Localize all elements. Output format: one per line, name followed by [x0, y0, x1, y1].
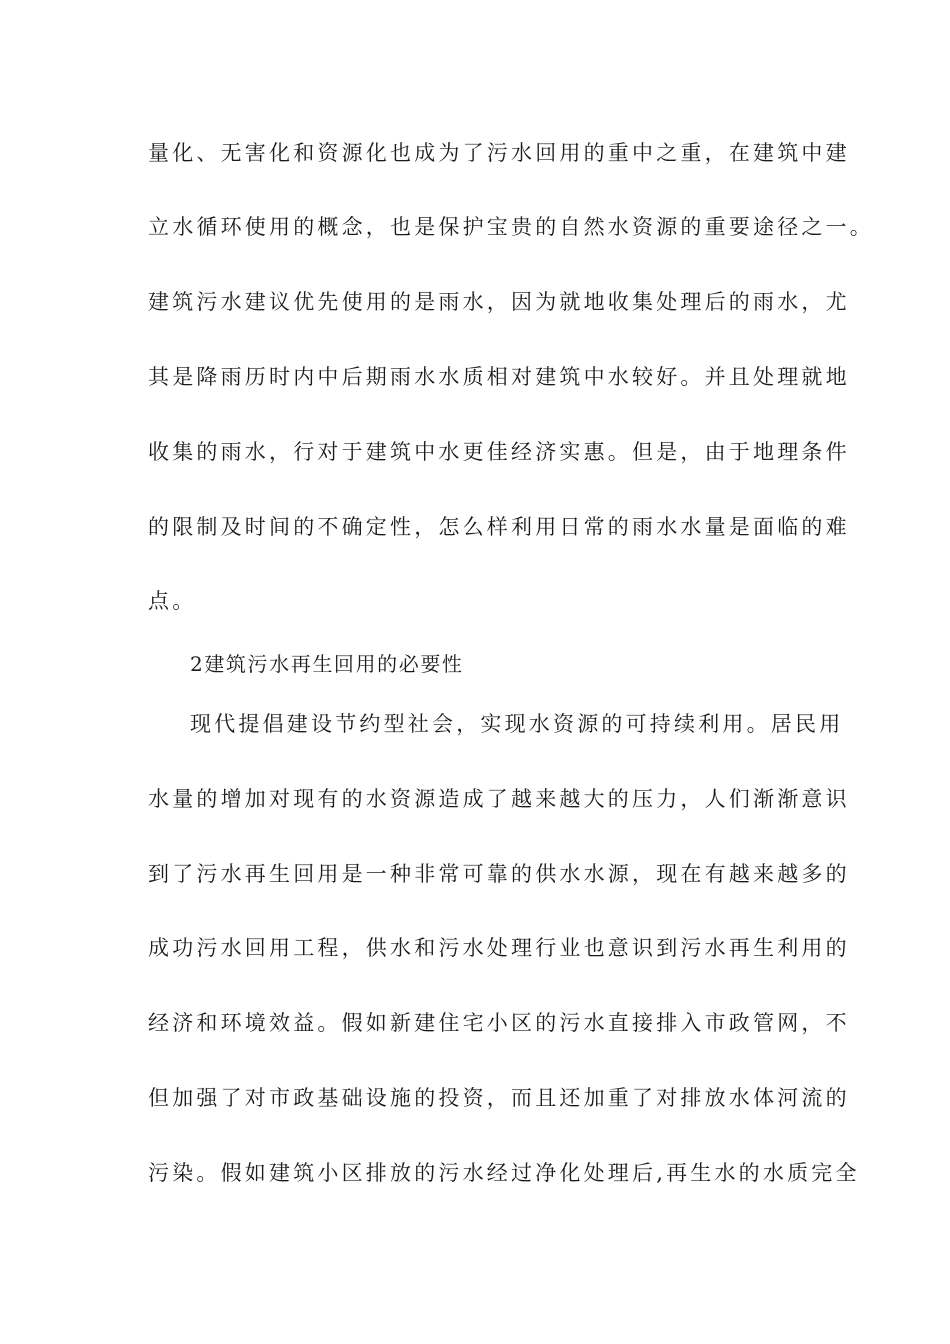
text-line: 水量的增加对现有的水资源造成了越来越大的压力，人们渐渐意识 [148, 787, 850, 811]
section-heading: 2建筑污水再生回用的必要性 [190, 652, 464, 676]
text-line: 污染。假如建筑小区排放的污水经过净化处理后,再生水的水质完全 [148, 1161, 860, 1185]
text-line: 建筑污水建议优先使用的是雨水，因为就地收集处理后的雨水，尤 [148, 290, 850, 314]
text-line: 点。 [148, 589, 197, 613]
text-line: 现代提倡建设节约型社会，实现水资源的可持续利用。居民用 [190, 712, 844, 736]
text-line: 经济和环境效益。假如新建住宅小区的污水直接排入市政管网，不 [148, 1011, 850, 1035]
text-line: 收集的雨水，行对于建筑中水更佳经济实惠。但是，由于地理条件 [148, 440, 850, 464]
text-line: 但加强了对市政基础设施的投资，而且还加重了对排放水体河流的 [148, 1086, 850, 1110]
text-line: 立水循环使用的概念，也是保护宝贵的自然水资源的重要途径之一。 [148, 215, 874, 239]
text-line: 其是降雨历时内中后期雨水水质相对建筑中水较好。并且处理就地 [148, 365, 850, 389]
text-line: 量化、无害化和资源化也成为了污水回用的重中之重，在建筑中建 [148, 141, 850, 165]
text-line: 到了污水再生回用是一种非常可靠的供水水源，现在有越来越多的 [148, 862, 850, 886]
text-line: 成功污水回用工程，供水和污水处理行业也意识到污水再生利用的 [148, 936, 850, 960]
text-line: 的限制及时间的不确定性，怎么样利用日常的雨水水量是面临的难 [148, 515, 850, 539]
